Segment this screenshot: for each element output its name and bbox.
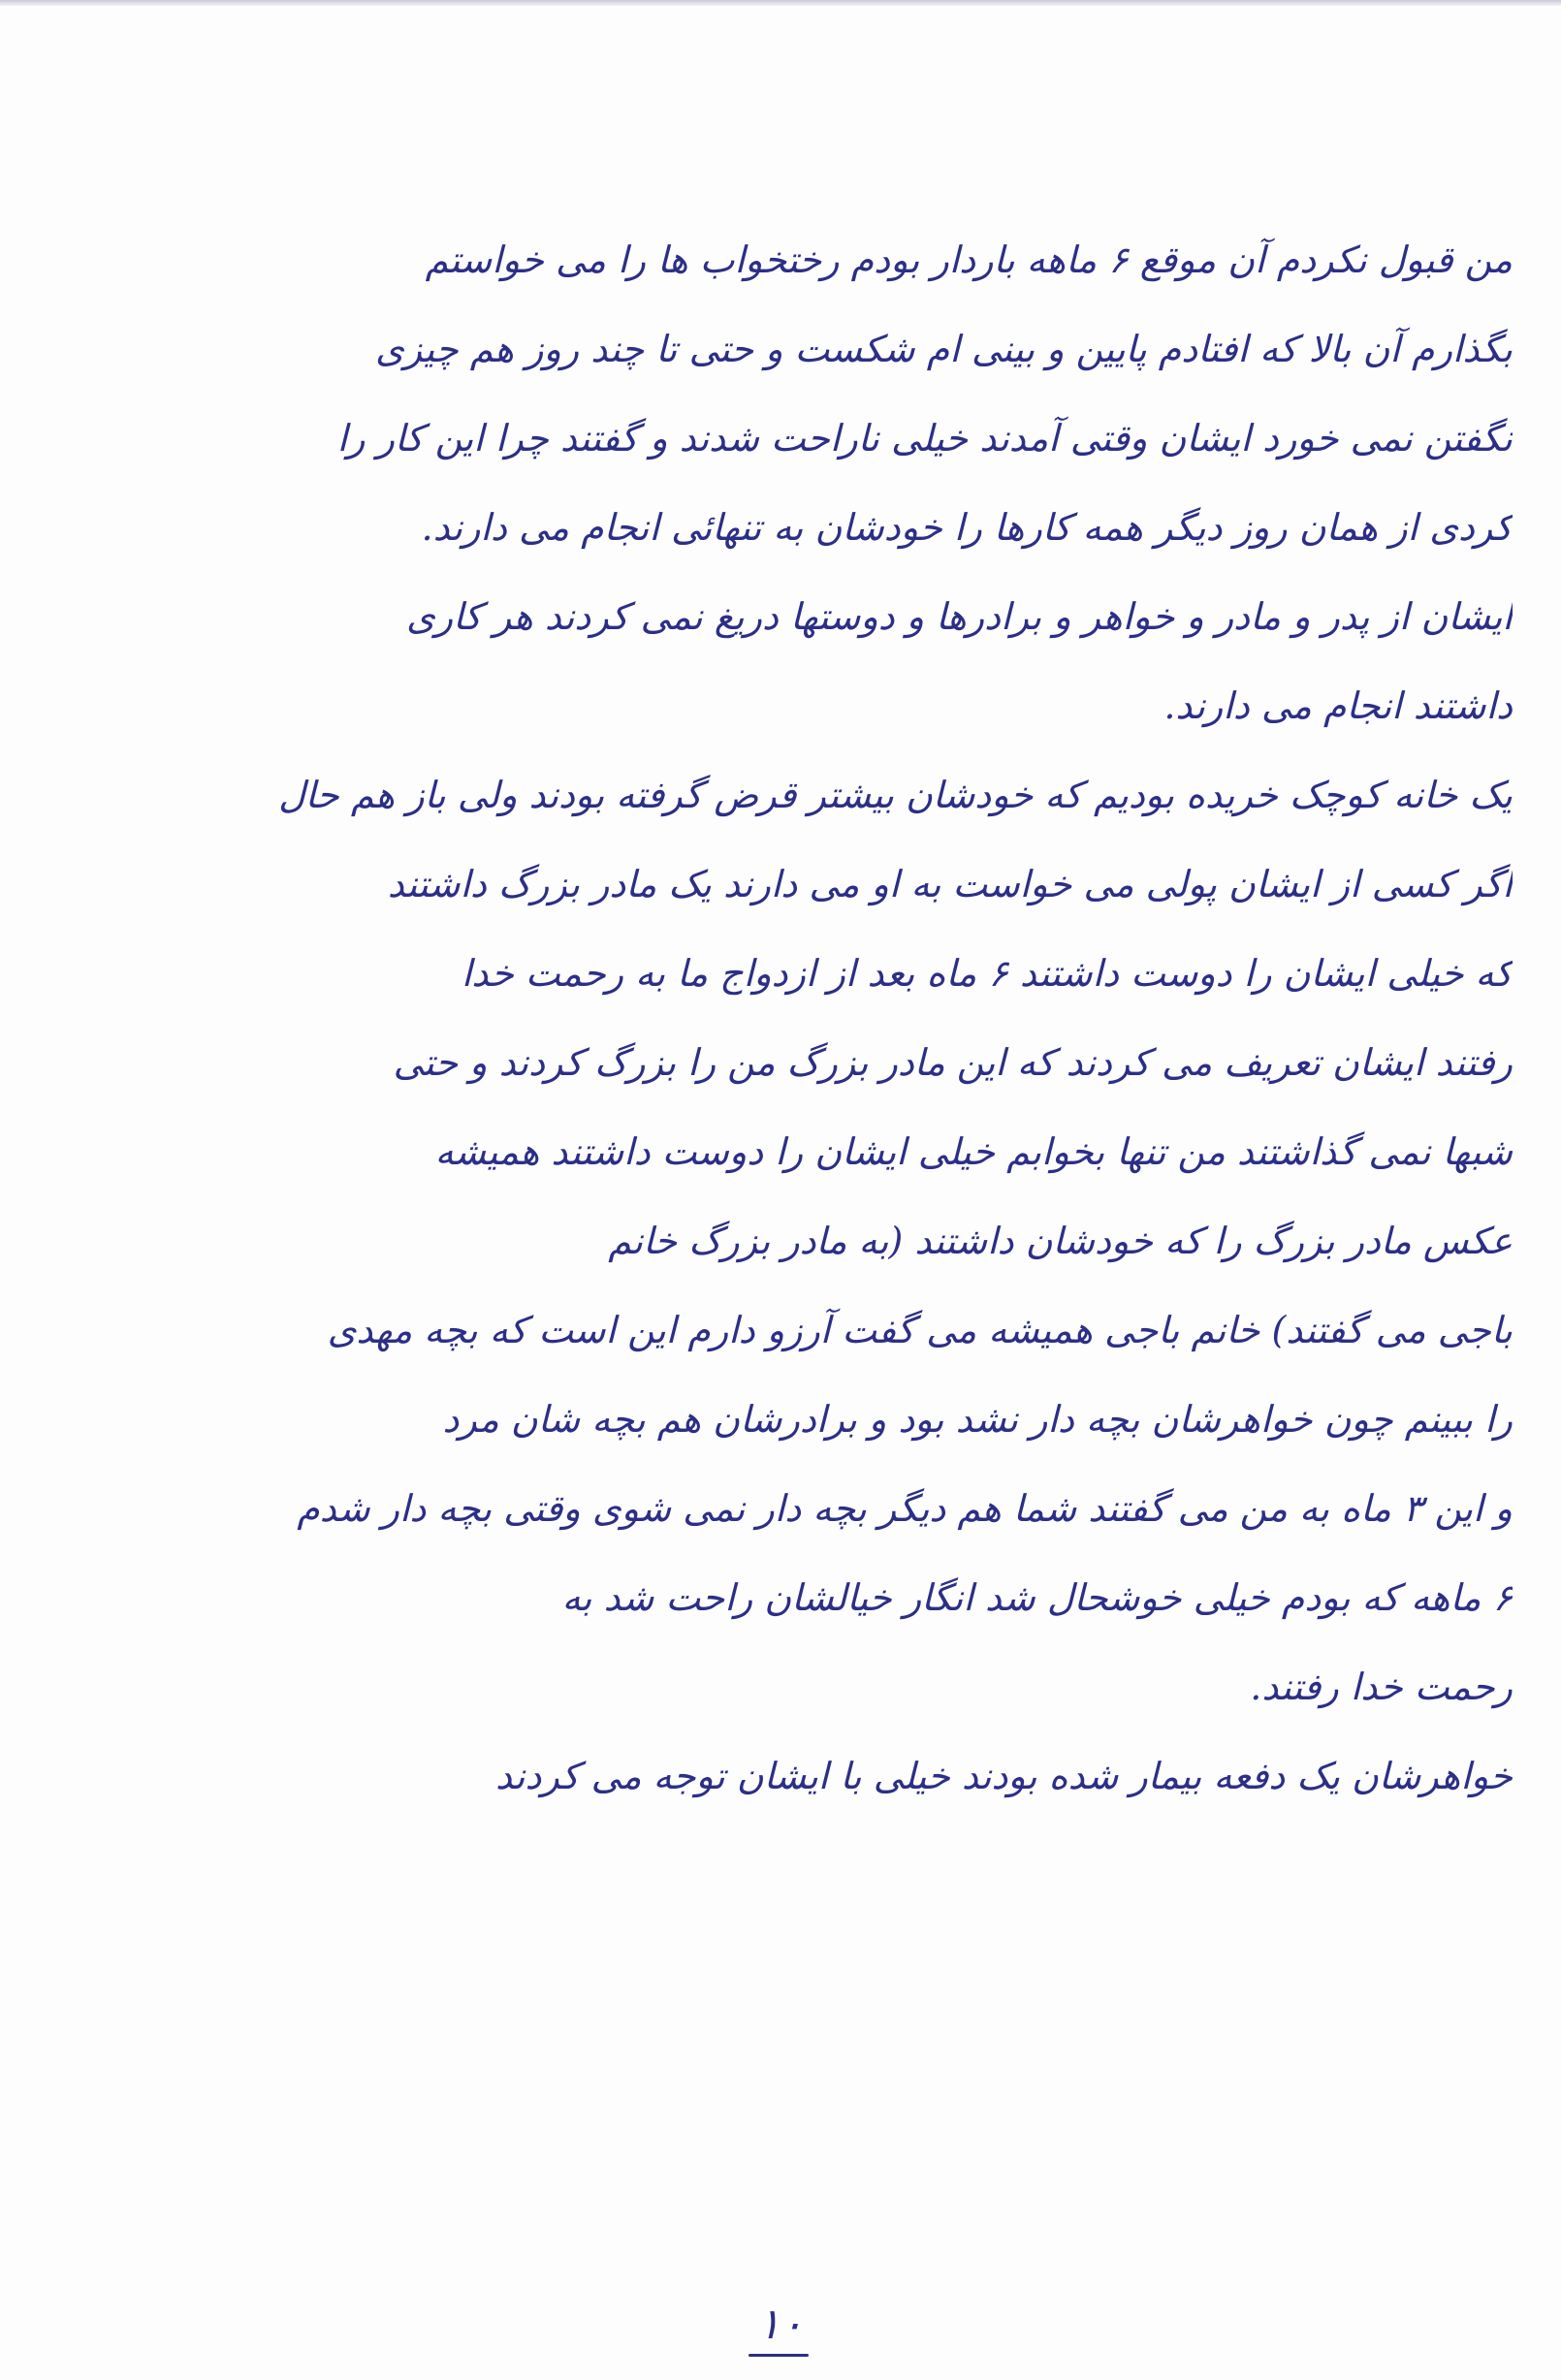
text-line: بگذارم آن بالا که افتادم پایین و بینی ام شکست و حتی تا چند روز هم چیزی	[374, 328, 1513, 370]
text-line: خواهرشان یک دفعه بیمار شده بودند خیلی با ایشان توجه می کردند	[494, 1755, 1513, 1797]
handwritten-text-block	[39, 238, 1513, 1843]
page-number-underline	[749, 2354, 809, 2357]
text-line: یک خانه کوچک خریده بودیم که خودشان بیشتر قرض گرفته بودند ولی باز هم حال	[278, 774, 1513, 816]
text-line: ۶ ماهه که بودم خیلی خوشحال شد انگار خیالشان راحت شد به	[561, 1576, 1513, 1619]
text-line: شبها نمی گذاشتند من تنها بخوابم خیلی ایشان را دوست داشتند همیشه	[434, 1130, 1513, 1173]
text-line: که خیلی ایشان را دوست داشتند ۶ ماه بعد از ازدواج ما به رحمت خدا	[461, 952, 1513, 995]
text-line: داشتند انجام می دارند.	[1163, 684, 1513, 727]
text-line: ایشان از پدر و مادر و خواهر و برادرها و دوستها دریغ نمی کردند هر کاری	[405, 595, 1513, 638]
text-line: و این ۳ ماه به من می گفتند شما هم دیگر بچه دار نمی شوی وقتی بچه دار شدم	[297, 1487, 1513, 1530]
page-top-edge	[0, 0, 1561, 6]
text-line: نگفتن نمی خورد ایشان وقتی آمدند خیلی ناراحت شدند و گفتند چرا این کار را	[336, 417, 1513, 460]
text-line: رفتند ایشان تعریف می کردند که این مادر بزرگ من را بزرگ کردند و حتی	[393, 1041, 1513, 1084]
text-line: رحمت خدا رفتند.	[1250, 1666, 1513, 1708]
page-number: ۱۰	[757, 2300, 804, 2349]
text-line: باجی می گفتند) خانم باجی همیشه می گفت آرزو دارم این است که بچه مهدی	[327, 1309, 1513, 1351]
text-line: را ببینم چون خواهرشان بچه دار نشد بود و برادرشان هم بچه شان مرد	[442, 1398, 1513, 1441]
text-line: من قبول نکردم آن موقع ۶ ماهه باردار بودم رختخواب ها را می خواستم	[425, 238, 1513, 281]
text-line: کردی از همان روز دیگر همه کارها را خودشان به تنهائی انجام می دارند.	[421, 506, 1513, 549]
text-line: اگر کسی از ایشان پولی می خواست به او می دارند یک مادر بزرگ داشتند	[387, 863, 1513, 905]
text-line: عکس مادر بزرگ را که خودشان داشتند (به مادر بزرگ خانم	[608, 1220, 1513, 1262]
